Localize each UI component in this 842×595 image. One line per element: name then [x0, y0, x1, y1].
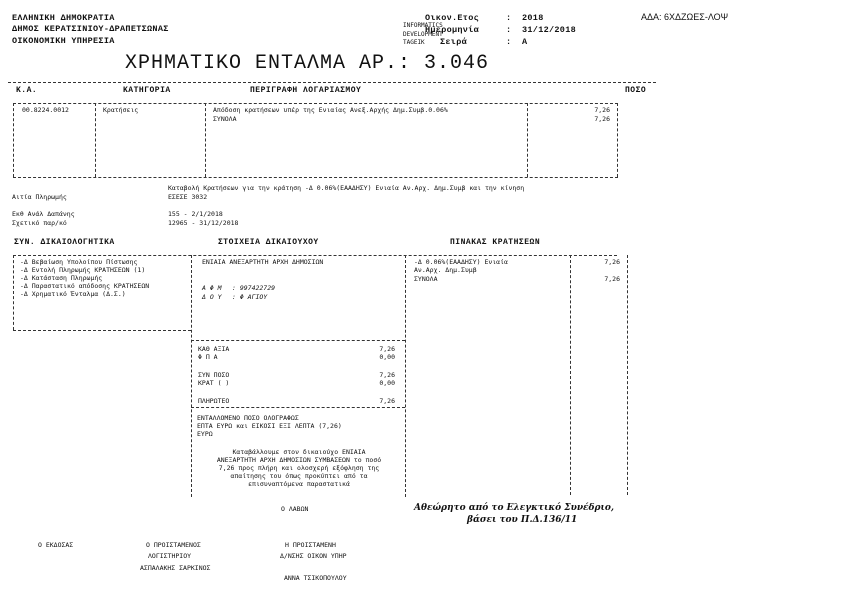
- fiscal-year-label: Οικον.Ετος: [425, 13, 480, 23]
- signature-head-finance-name: ΑΝΝΑ ΤΣΙΚΟΠΟΥΛΟΥ: [284, 574, 347, 582]
- words-line: ΕΠΤΑ ΕΥΡΩ και ΕΙΚΟΣΙ ΕΞΙ ΛΕΠΤΑ (7,26): [197, 422, 342, 430]
- signature-head-accounting-name: ΑΣΠΑΛΑΚΗΣ ΣΑΡΚΙΝΟΣ: [140, 564, 211, 572]
- table-vline-2: [205, 103, 206, 177]
- amount-value-deductions: 0,00: [379, 379, 395, 387]
- amount-label-deductions: ΚΡΑΤ ( ): [198, 379, 230, 387]
- series-sep: :: [506, 37, 512, 47]
- deductions-total-label: ΣΥΝΟΛΑ: [414, 275, 438, 283]
- section-beneficiary: ΣΤΟΙΧΕΙΑ ΔΙΚΑΙΟΥΧΟΥ: [218, 238, 319, 247]
- approval-line-2: βάσει του Π.Δ.136/11: [467, 515, 578, 525]
- ref-value-1: 155 - 2/1/2018: [168, 210, 223, 218]
- section-deductions: ΠΙΝΑΚΑΣ ΚΡΑΤΗΣΕΩΝ: [450, 238, 541, 247]
- row-total-label: ΣΥΝΟΛΑ: [213, 115, 237, 123]
- cause-line-2: ΕΣΕΣΕ 3032: [168, 193, 208, 201]
- col-ka: Κ.Α.: [16, 86, 38, 95]
- table-vline-1: [95, 103, 96, 177]
- payment-line: 7,26 προς πλήρη και ολοσχερή εξόφληση της: [218, 464, 380, 472]
- payment-line: ΑΝΕΞΑΡΤΗΤΗ ΑΡΧΗ ΔΗΜΟΣΙΩΝ ΣΥΜΒΑΣΕΩΝ το ποσό: [216, 456, 382, 464]
- docs-vline-left: [13, 255, 14, 330]
- amount-label-vat: Φ Π Α: [198, 353, 218, 361]
- doc-item: -Δ Εντολή Πληρωμής ΚΡΑΤΗΣΕΩΝ (1): [20, 266, 146, 274]
- header-divider: [8, 82, 656, 83]
- section-docs: ΣΥΝ. ΔΙΚΑΙΟΛΟΓΗΤΙΚΑ: [14, 238, 115, 247]
- signature-head-finance-unit: Δ/ΝΣΗΣ ΟΙΚΟΝ ΥΠΗΡ: [280, 552, 347, 560]
- overlay-label-3: TAGEIK: [403, 39, 425, 46]
- cause-label: Αιτία Πληρωμής: [12, 193, 67, 201]
- doy-value: : Φ ΑΓΙΟΥ: [232, 293, 268, 301]
- payment-line: Καταβάλλουμε στον δικαιούχο ΕΝΙΑΙΑ: [232, 448, 366, 456]
- signature-issuer: Ο ΕΚΔΟΣΑΣ: [38, 541, 74, 549]
- date-label: Ημερομηνία: [425, 25, 480, 35]
- deductions-vline-right: [627, 255, 628, 495]
- doc-item: -Δ Κατάσταση Πληρωμής: [20, 274, 103, 282]
- ref-label-2: Σχετικό παρ/κό: [12, 219, 67, 227]
- overlay-label-2: DEVELOPMENT: [403, 31, 443, 38]
- org-line-3: ΟΙΚΟΝΟΜΙΚΗ ΥΠΗΡΕΣΙΑ: [12, 36, 115, 46]
- signature-head-accounting-unit: ΛΟΓΙΣΤΗΡΙΟΥ: [148, 552, 192, 560]
- amounts-bottom-border: [191, 407, 405, 408]
- org-line-1: ΕΛΛΗΝΙΚΗ ΔΗΜΟΚΡΑΤΙΑ: [12, 13, 115, 23]
- page-title: ΧΡΗΜΑΤΙΚΟ ΕΝΤΑΛΜΑ ΑΡ.: 3.046: [125, 52, 490, 75]
- doc-item: -Δ Παραστατικό απόδοσης ΚΡΑΤΗΣΕΩΝ: [20, 282, 150, 290]
- table-bottom-border: [13, 177, 618, 178]
- overlay-label-1: INFORMATICS: [403, 22, 443, 29]
- table-vline-0: [13, 103, 14, 177]
- row-ka: 00.8224.0012: [22, 106, 69, 114]
- table-vline-3: [527, 103, 528, 177]
- doc-item: -Δ Βεβαίωση Υπολοίπου Πίστωσης: [20, 258, 138, 266]
- amount-label-net: ΚΑΘ ΑΞΙΑ: [198, 345, 230, 353]
- amount-value-total: 7,26: [379, 371, 395, 379]
- row-description: Απόδοση κρατήσεων υπέρ της Ενιαίας Ανεξ.Αρχής Δημ.Συμβ.0.06%: [213, 106, 448, 114]
- amount-label-payable: ΠΛΗΡΩΤΕΟ: [198, 397, 230, 405]
- org-line-2: ΔΗΜΟΣ ΚΕΡΑΤΣΙΝΙΟΥ-ΔΡΑΠΕΤΣΩΝΑΣ: [12, 24, 169, 34]
- amount-value-payable: 7,26: [379, 397, 395, 405]
- col-description: ΠΕΡΙΓΡΑΦΗ ΛΟΓΑΡΙΑΣΜΟΥ: [250, 86, 362, 95]
- ref-value-2: 12965 - 31/12/2018: [168, 219, 239, 227]
- deduction-label-1: -Δ 0.06%(ΕΑΑΔΗΣΥ) Ενιαία: [414, 258, 508, 266]
- series-label: Σειρά: [440, 37, 468, 47]
- amount-value-net: 7,26: [379, 345, 395, 353]
- afm-value: : 997422729: [232, 284, 276, 292]
- deduction-label-2: Αν.Αρχ. Δημ.Συμβ: [414, 266, 477, 274]
- deduction-value-1: 7,26: [604, 258, 620, 266]
- row-amount: 7,26: [594, 106, 610, 114]
- date-sep: :: [506, 25, 512, 35]
- ref-label-1: Εκθ Ανάλ Δαπάνης: [12, 210, 75, 218]
- approval-line-1: Αθεώρητο από το Ελεγκτικό Συνέδριο,: [414, 503, 615, 513]
- doy-label: Δ Ο Υ: [202, 293, 222, 301]
- series-value: Α: [522, 37, 528, 47]
- docs-list: [20, 258, 149, 298]
- payment-line: επισυναπτόμενα παραστατικά: [248, 480, 350, 488]
- deductions-vline-mid: [570, 255, 571, 495]
- fiscal-year-sep: :: [506, 13, 512, 23]
- receiver-label: Ο ΛΑΒΩΝ: [281, 505, 309, 513]
- amount-label-total: ΣΥΝ ΠΟΣΟ: [198, 371, 230, 379]
- cause-line-1: Καταβολή Κρατήσεων για την κράτηση -Δ 0.06%(ΕΑΑΔΗΣΥ) Ενιαία Αν.Αρχ. Δημ.Συμβ και την κίνηση: [168, 184, 525, 192]
- signature-head-accounting: Ο ΠΡΟΙΣΤΑΜΕΝΟΣ: [146, 541, 201, 549]
- amount-in-words: [197, 414, 342, 438]
- beneficiary-name: ΕΝΙΑΙΑ ΑΝΕΞΑΡΤΗΤΗ ΑΡΧΗ ΔΗΜΟΣΙΩΝ: [202, 258, 324, 266]
- fiscal-year-value: 2018: [522, 13, 544, 23]
- afm-label: Α Φ Μ: [202, 284, 222, 292]
- table-vline-4: [617, 103, 618, 177]
- col-amount: ΠΟΣΟ: [625, 86, 647, 95]
- words-line: ΕΝΤΑΛΛΟΜΕΝΟ ΠΟΣΟ ΟΛΟΓΡΑΦΩΣ: [197, 414, 299, 422]
- date-value: 31/12/2018: [522, 25, 577, 35]
- deductions-total-value: 7,26: [604, 275, 620, 283]
- docs-bottom-border: [13, 330, 191, 331]
- lower-top-border: [13, 255, 617, 256]
- words-line: ΕΥΡΩ: [197, 430, 213, 438]
- signature-head-finance: Η ΠΡΟΙΣΤΑΜΕΝΗ: [285, 541, 336, 549]
- amounts-top-border: [191, 340, 405, 341]
- payment-statement: [192, 448, 406, 488]
- row-total-amount: 7,26: [594, 115, 610, 123]
- payment-line: απαίτησης του όπως προκύπτει από τα: [230, 472, 368, 480]
- row-category: Κρατήσεις: [103, 106, 139, 114]
- doc-item: -Δ Χρηματικό Ένταλμα (Δ.Σ.): [20, 290, 126, 298]
- ada-code: ΑΔΑ: 6ΧΔΖΩΕΣ-ΛΟΨ: [641, 12, 729, 22]
- amount-value-vat: 0,00: [379, 353, 395, 361]
- col-category: ΚΑΤΗΓΟΡΙΑ: [123, 86, 171, 95]
